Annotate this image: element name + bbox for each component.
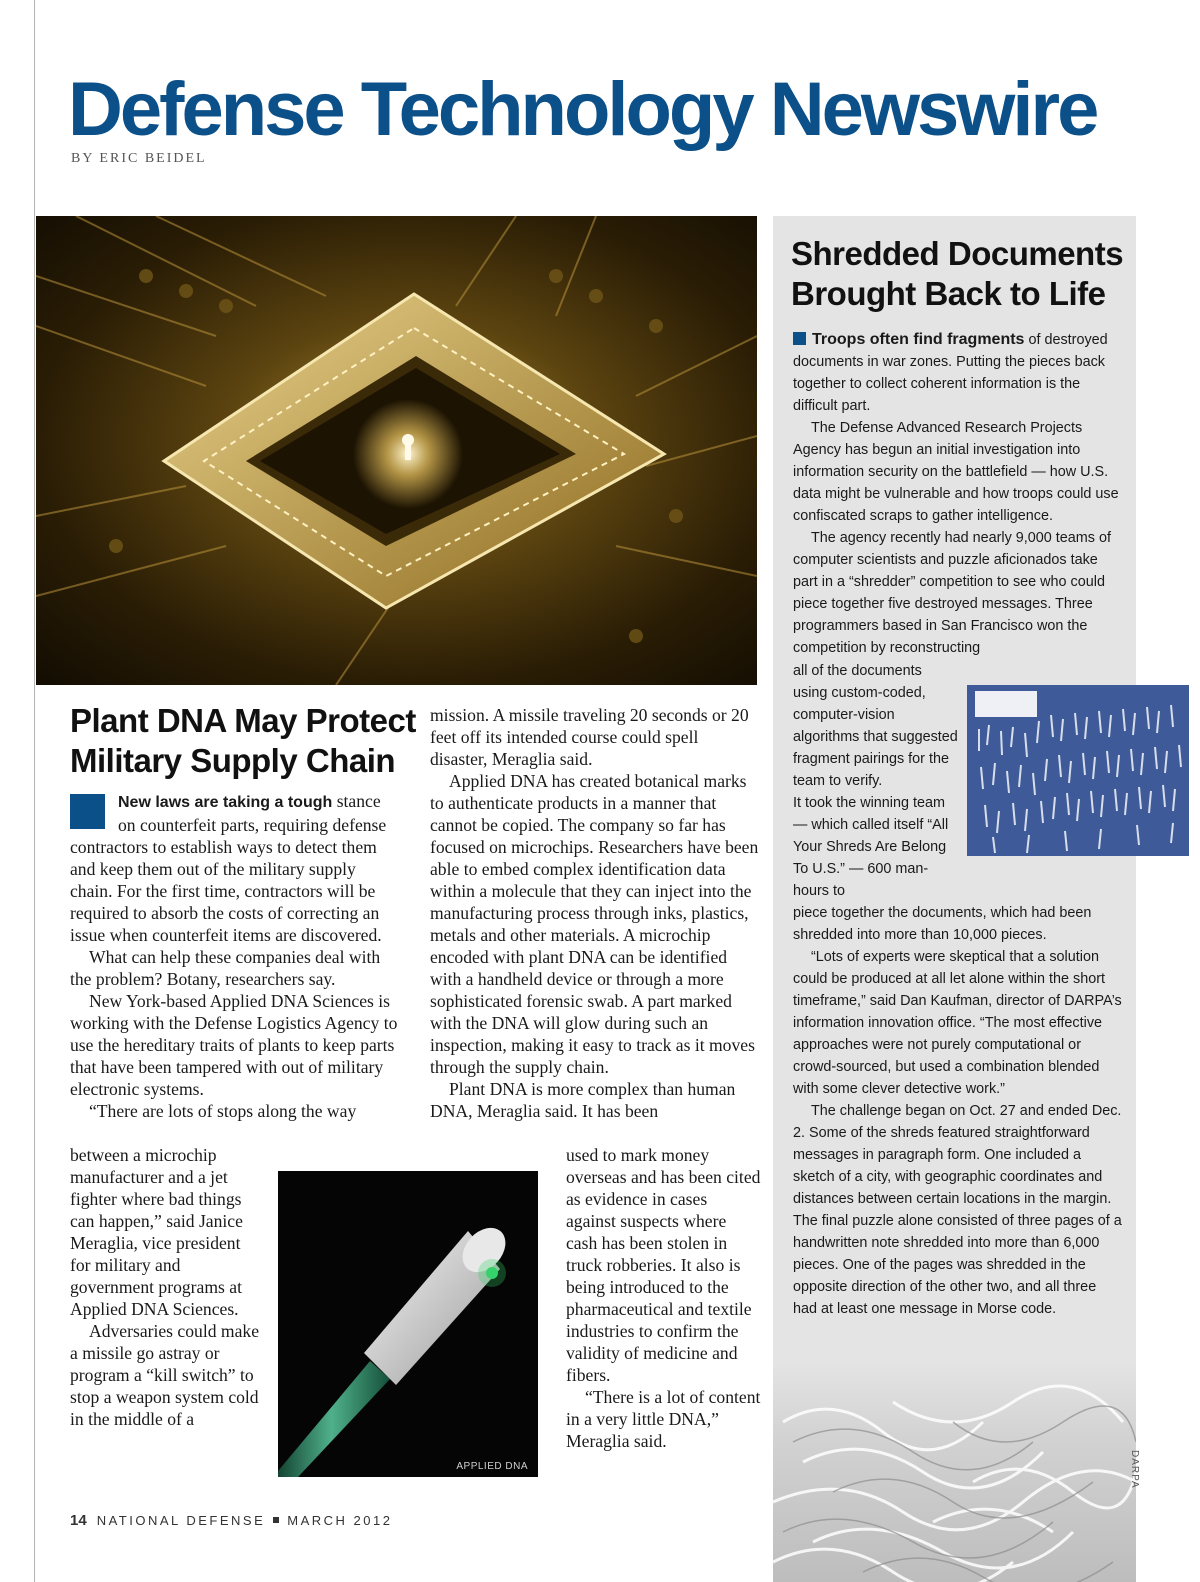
shredded-paper-photo: [773, 1362, 1136, 1582]
article-column-1-narrow: [70, 1144, 260, 1430]
footer-separator-icon: [273, 1517, 279, 1523]
sidebar-paragraph-2: The Defense Advanced Research Projects Agency has begun an initial investigation into information security on the battlefield — how U.S. data might be vulnerable and how troops could use confiscated scraps to gather intelligence.: [793, 420, 1119, 524]
article-column-2-narrow: [566, 1144, 761, 1452]
article-paragraph-4-cont: between a microchip manufacturer and a jet fighter where bad things can happen,” said Janice Meraglia, vice president for military and government programs at Applied DNA Sciences.: [70, 1145, 243, 1319]
chip-photo-illustration: [36, 216, 757, 685]
sidebar-column-bottom: [793, 902, 1123, 1320]
sidebar-paragraph-3-narrow: all of the documents using custom-coded, computer-vision algorithms that suggested fragment pairings for the team to verify.: [793, 663, 958, 789]
sidebar-lead-in: Troops often find fragments: [812, 331, 1025, 348]
shredded-document-thumbnail: [967, 685, 1189, 856]
chip-photo: [36, 216, 757, 685]
sidebar-paragraph-4-narrow: It took the winning team — which called itself “All Your Shreds Are Belong To U.S.” — 600 man-hours to: [793, 795, 949, 899]
swab-photo: [278, 1171, 538, 1477]
article-paragraph-1: [70, 790, 400, 946]
sidebar-column-top: [793, 329, 1123, 659]
swab-photo-credit: APPLIED DNA: [456, 1461, 528, 1472]
article-column-1: [70, 790, 400, 1122]
swab-illustration: [278, 1171, 538, 1477]
sidebar-photo-credit: DARPA: [1129, 1450, 1140, 1489]
sidebar-paragraph-1: [793, 329, 1123, 417]
article-lead-in: New laws are taking a tough: [118, 794, 333, 811]
article-col2-paragraph-4: “There is a lot of content in a very little DNA,” Meraglia said.: [566, 1387, 761, 1451]
page-number: 14: [70, 1512, 87, 1529]
sidebar-paragraph-3-start: The agency recently had nearly 9,000 teams of computer scientists and puzzle aficionados take part in a “shredder” competition to see who could piece together five destroyed messages. Three programmers based in San Francisco won the competition by reconstructing: [793, 530, 1111, 656]
article-paragraph-1-text: stance on counterfeit parts, requiring defense contractors to establish ways to detect them and keep them out of the military supply chain. For the first time, contractors will be required to absorb the costs of correcting an issue when counterfeit items are discovered.: [70, 791, 387, 945]
article-col2-paragraph-1: mission. A missile traveling 20 seconds or 20 feet off its intended course could spell disaster, Meraglia said.: [430, 705, 749, 769]
shred-strips-illustration: [967, 685, 1189, 856]
article-col2-paragraph-2: Applied DNA has created botanical marks to authenticate products in a manner that cannot be copied. The company so far has focused on microchips. Researchers have been able to embed complex identification data within a molecule that they can inject into the manufacturing process through inks, plastics, metals and other materials. A microchip encoded with plant DNA can be identified with a handheld device or through a more sophisticated forensic swab. A part marked with the DNA will glow during such an inspection, making it easy to track as it moves through the supply chain.: [430, 771, 759, 1077]
masthead-title: Defense Technology Newswire: [68, 67, 1097, 152]
byline: BY ERIC BEIDEL: [71, 151, 207, 166]
sidebar-paragraph-4-rest: piece together the documents, which had been shredded into more than 10,000 pieces.: [793, 905, 1092, 943]
sidebar-column-narrow: [793, 660, 958, 902]
publication-name: NATIONAL DEFENSE: [96, 1513, 266, 1528]
article-paragraph-4-start: “There are lots of stops along the way: [89, 1101, 357, 1121]
sidebar-paragraph-1-text: of destroyed documents in war zones. Putting the pieces back together to collect coherent information is the difficult part.: [793, 332, 1108, 414]
issue-date: MARCH 2012: [287, 1513, 393, 1528]
article-col2-paragraph-3-start: Plant DNA is more complex than human DNA, Meraglia said. It has been: [430, 1079, 736, 1121]
article-column-2: [430, 704, 760, 1122]
page-footer: [70, 1512, 392, 1529]
shredded-paper-illustration: [773, 1362, 1136, 1582]
article-paragraph-3: New York-based Applied DNA Sciences is working with the Defense Logistics Agency to use the hereditary traits of plants to keep parts that have been tampered with out of military electronic systems.: [70, 991, 398, 1099]
article-col2-paragraph-3-cont: used to mark money overseas and has been cited as evidence in cases against suspects where cash has been stolen in truck robberies. It also is being introduced to the pharmaceutical and textile industries to confirm the validity of medicine and fibers.: [566, 1145, 761, 1385]
sidebar-title: Shredded Documents Brought Back to Life: [791, 235, 1124, 312]
blue-square-bullet-icon: [70, 794, 105, 829]
page-left-rule: [34, 0, 35, 1582]
article-paragraph-2: What can help these companies deal with the problem? Botany, researchers say.: [70, 947, 381, 989]
article-title: Plant DNA May Protect Military Supply Chain: [70, 702, 416, 779]
blue-square-bullet-icon: [793, 332, 806, 345]
sidebar-paragraph-5: “Lots of experts were skeptical that a solution could be produced at all let alone within the short timeframe,” said Dan Kaufman, director of DARPA’s information innovation office. “The most effective approaches were not purely computational or crowd-sourced, but used a combination blended with some clever detective work.”: [793, 949, 1122, 1097]
sidebar-paragraph-6: The challenge began on Oct. 27 and ended Dec. 2. Some of the shreds featured straightforward messages in paragraph form. One included a sketch of a city, with geographic coordinates and distances between certain locations in the margin. The final puzzle alone consisted of three pages of a handwritten note shredded into more than 6,000 pieces. One of the pages was shredded in the opposite direction of the other two, and all three had at least one message in Morse code.: [793, 1103, 1122, 1317]
article-paragraph-5: Adversaries could make a missile go astray or program a “kill switch” to stop a weapon system cold in the middle of a: [70, 1321, 260, 1429]
